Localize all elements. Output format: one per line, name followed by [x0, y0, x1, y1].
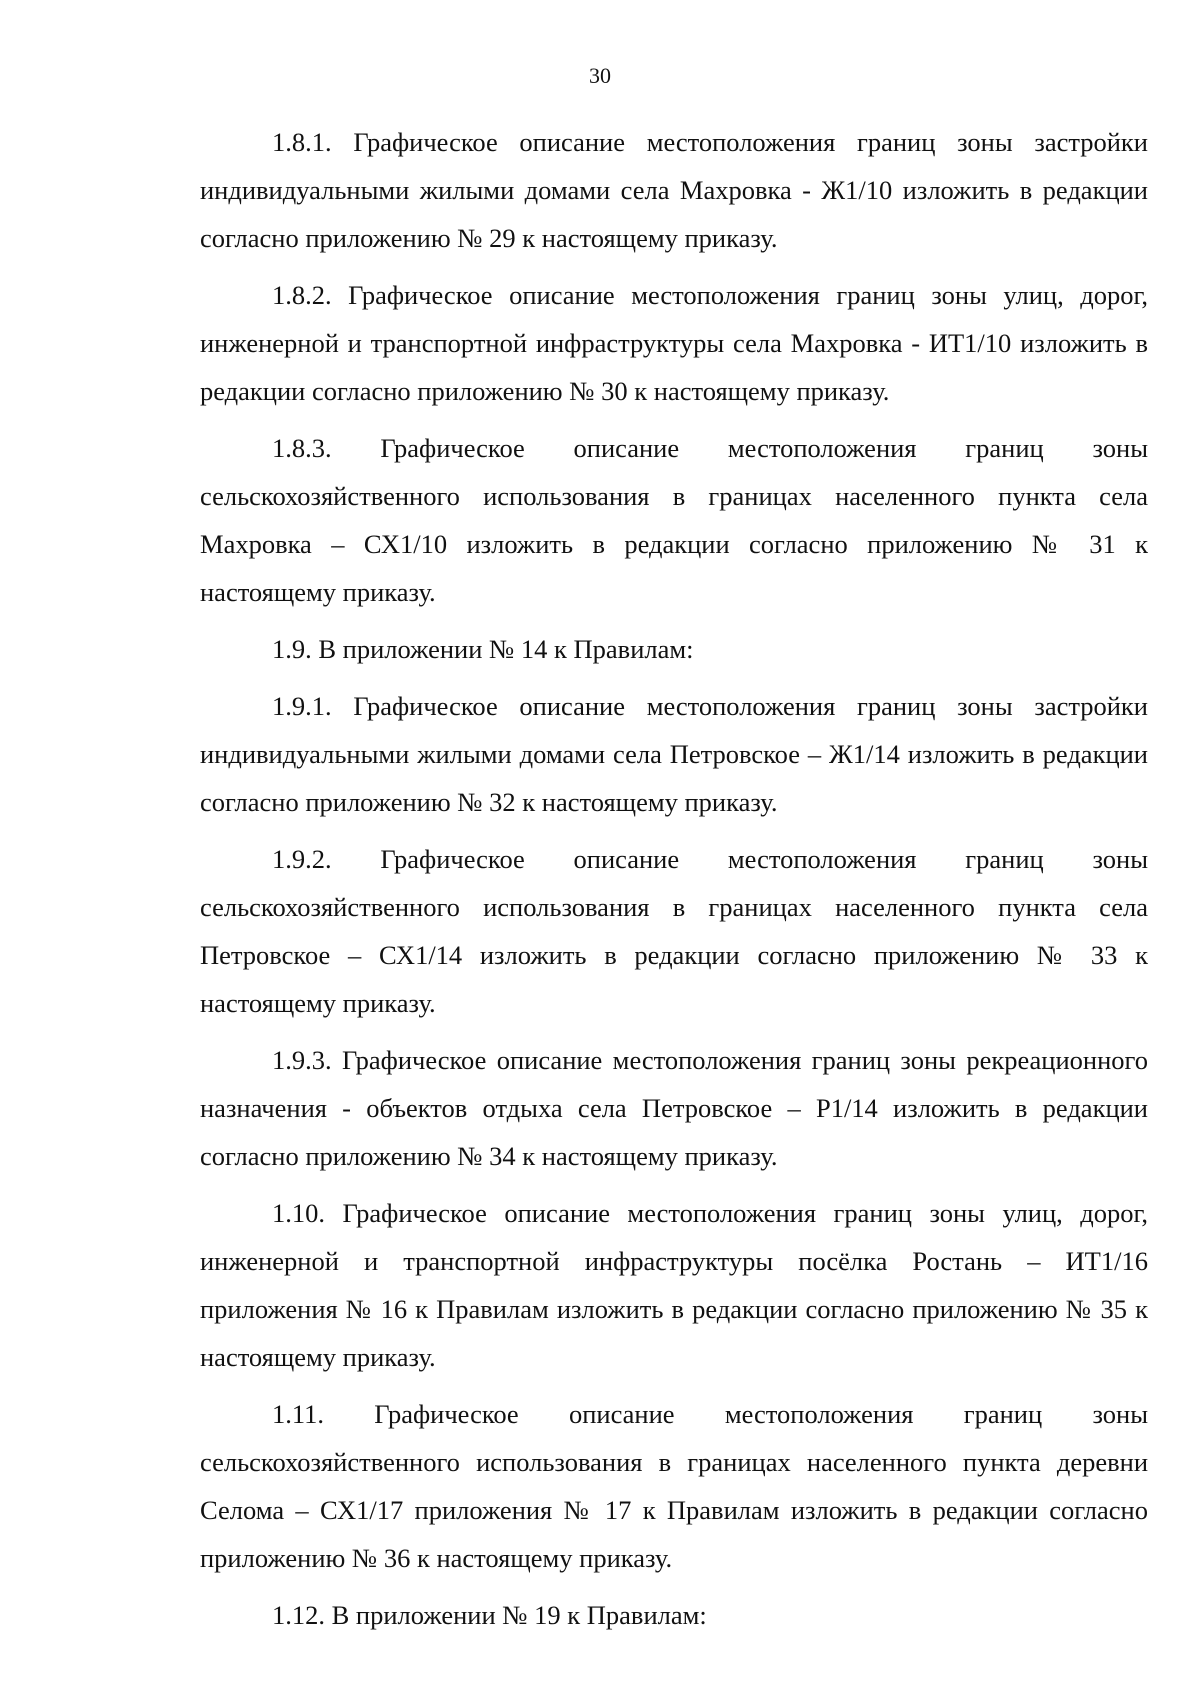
paragraph-1-12: 1.12. В приложении № 19 к Правилам:	[272, 1600, 707, 1630]
page-number: 30	[589, 63, 611, 88]
paragraph-1-10: 1.10. Графическое описание местоположения границ зоны улиц, дорог, инженерной и транспортной инфраструктуры посёлка Ростань – ИТ1/16 приложения № 16 к Правилам изложить в редакции согласно приложению № 35 к настоящему приказу.	[200, 1198, 1148, 1372]
paragraph-1-9-3: 1.9.3. Графическое описание местоположения границ зоны рекреационного назначения - объектов отдыха села Петровское – Р1/14 изложить в редакции согласно приложению № 34 к настоящему приказу.	[200, 1045, 1148, 1171]
paragraph-1-8-3: 1.8.3. Графическое описание местоположения границ зоны сельскохозяйственного использования в границах населенного пункта села Махровка – СХ1/10 изложить в редакции согласно приложению № 31 к настоящему приказу.	[200, 433, 1148, 607]
paragraph-1-8-2: 1.8.2. Графическое описание местоположения границ зоны улиц, дорог, инженерной и транспортной инфраструктуры села Махровка - ИТ1/10 изложить в редакции согласно приложению № 30 к настоящему приказу.	[200, 280, 1148, 406]
paragraph-1-9-2: 1.9.2. Графическое описание местоположения границ зоны сельскохозяйственного использования в границах населенного пункта села Петровское – СХ1/14 изложить в редакции согласно приложению № 33 к настоящему приказу.	[200, 844, 1148, 1018]
document-body	[200, 118, 1148, 1648]
paragraph-1-9-1: 1.9.1. Графическое описание местоположения границ зоны застройки индивидуальными жилыми домами села Петровское – Ж1/14 изложить в редакции согласно приложению № 32 к настоящему приказу.	[200, 691, 1148, 817]
paragraph-1-8-1: 1.8.1. Графическое описание местоположения границ зоны застройки индивидуальными жилыми домами села Махровка - Ж1/10 изложить в редакции согласно приложению № 29 к настоящему приказу.	[200, 127, 1148, 253]
paragraph-1-9: 1.9. В приложении № 14 к Правилам:	[272, 634, 694, 664]
paragraph-1-11: 1.11. Графическое описание местоположения границ зоны сельскохозяйственного использования в границах населенного пункта деревни Селома – СХ1/17 приложения № 17 к Правилам изложить в редакции согласно приложению № 36 к настоящему приказу.	[200, 1399, 1148, 1573]
